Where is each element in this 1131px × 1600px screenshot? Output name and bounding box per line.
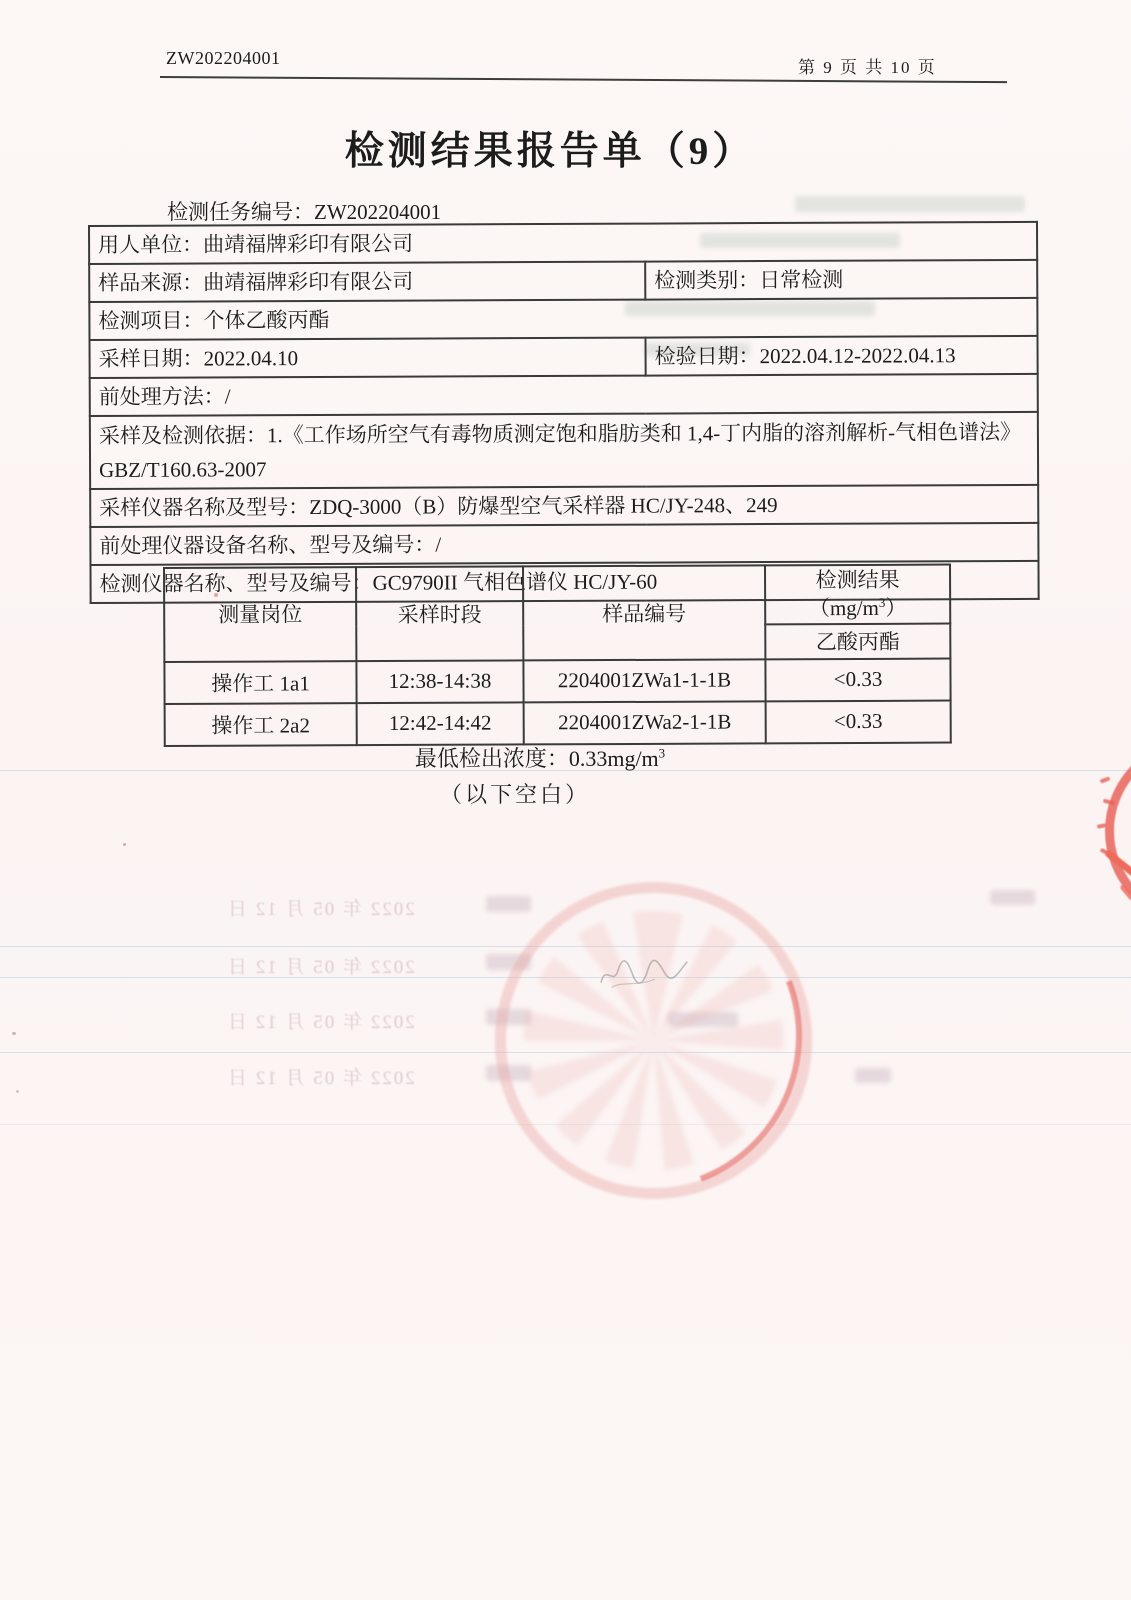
info-row-basis (90, 412, 1038, 489)
header-time: 采样时段 (356, 566, 523, 660)
cell-result: <0.33 (766, 700, 951, 743)
info-row-employer (89, 222, 1037, 264)
detection-limit-note: 最低检出浓度：$0.33mg/m^3$ (414, 745, 666, 771)
info-row-pretreatment (90, 374, 1038, 416)
info-cell: 检测项目：个体乙酸丙酯 (89, 298, 1037, 340)
header-position: 测量岗位 (164, 567, 356, 662)
cell-position: 操作工 2a2 (165, 703, 357, 746)
ghost-label-blob (486, 896, 531, 912)
info-cell: 检测类别：日常检测 (645, 260, 1037, 300)
info-row-sampler (90, 485, 1038, 527)
info-row-sample-source (89, 260, 1037, 302)
ghost-mirrored-date: 2022 年 05 月 12 日 (226, 899, 415, 920)
info-cell: 检验日期：2022.04.12-2022.04.13 (645, 336, 1037, 376)
cell-result: <0.33 (765, 658, 950, 701)
ink-speck (16, 1090, 19, 1093)
info-table (88, 221, 1040, 604)
edge-stamp-mark (1100, 776, 1111, 783)
cell-position: 操作工 1a1 (164, 661, 356, 704)
ghost-mirrored-date: 2022 年 05 月 12 日 (226, 957, 415, 978)
ghost-label-blob (990, 890, 1035, 905)
header-analyte: 乙酸丙酯 (765, 623, 950, 659)
info-cell: 前处理仪器设备名称、型号及编号：/ (90, 523, 1038, 565)
doc-code: ZW202204001 (166, 48, 281, 68)
result-row (165, 700, 951, 745)
info-cell: 检测仪器名称、型号及编号：GC9790II 气相色谱仪 HC/JY-60 (90, 561, 1038, 603)
info-cell: 采样仪器名称及型号：ZDQ-3000（B）防爆型空气采样器 HC/JY-248、249 (90, 485, 1038, 527)
info-cell: 样品来源：曲靖福牌彩印有限公司 (89, 262, 645, 302)
header-result-line1: 检测结果 (815, 567, 900, 593)
results-table (163, 564, 952, 747)
cell-time: 12:38-14:38 (356, 660, 523, 703)
task-number: 检测任务编号：ZW202204001 (167, 200, 442, 224)
info-cell: 采样及检测依据：1.《工作场所空气有毒物质测定饱和脂肪类和 1,4-丁内脂的溶剂解析-气相色谱法》GBZ/T160.63-2007 (90, 412, 1038, 489)
info-row-dates (90, 336, 1038, 378)
ghost-mirrored-date: 2022 年 05 月 12 日 (226, 1012, 415, 1033)
report-title: 检测结果报告单（9） (344, 130, 756, 173)
result-row (164, 658, 950, 703)
ghost-mirrored-date: 2022 年 05 月 12 日 (226, 1068, 415, 1089)
cell-sample-no: 2204001ZWa1-1-1B (523, 659, 765, 702)
ink-speck (12, 1032, 16, 1035)
header-result-unit: $(mg/m^3)$ (808, 595, 907, 621)
ink-speck (123, 843, 126, 846)
info-cell: 采样日期：2022.04.10 (90, 338, 646, 378)
ghost-label-blob (855, 1068, 891, 1083)
ghost-text-blob (795, 196, 1025, 212)
company-seal-arc (440, 830, 852, 1242)
page-indicator: 第 9 页 共 10 页 (798, 58, 937, 77)
cell-time: 12:42-14:42 (357, 702, 524, 745)
results-header-row (164, 565, 950, 627)
info-row-pretreat-instrument (90, 523, 1038, 565)
info-cell: 用人单位：曲靖福牌彩印有限公司 (89, 222, 1037, 264)
header-sample-no: 样品编号 (523, 565, 765, 660)
info-row-test-item (89, 298, 1037, 340)
blank-below-note: （以下空白） (439, 782, 590, 807)
info-cell: 前处理方法：/ (90, 374, 1038, 416)
cell-sample-no: 2204001ZWa2-1-1B (524, 701, 766, 744)
header-result (765, 565, 950, 624)
